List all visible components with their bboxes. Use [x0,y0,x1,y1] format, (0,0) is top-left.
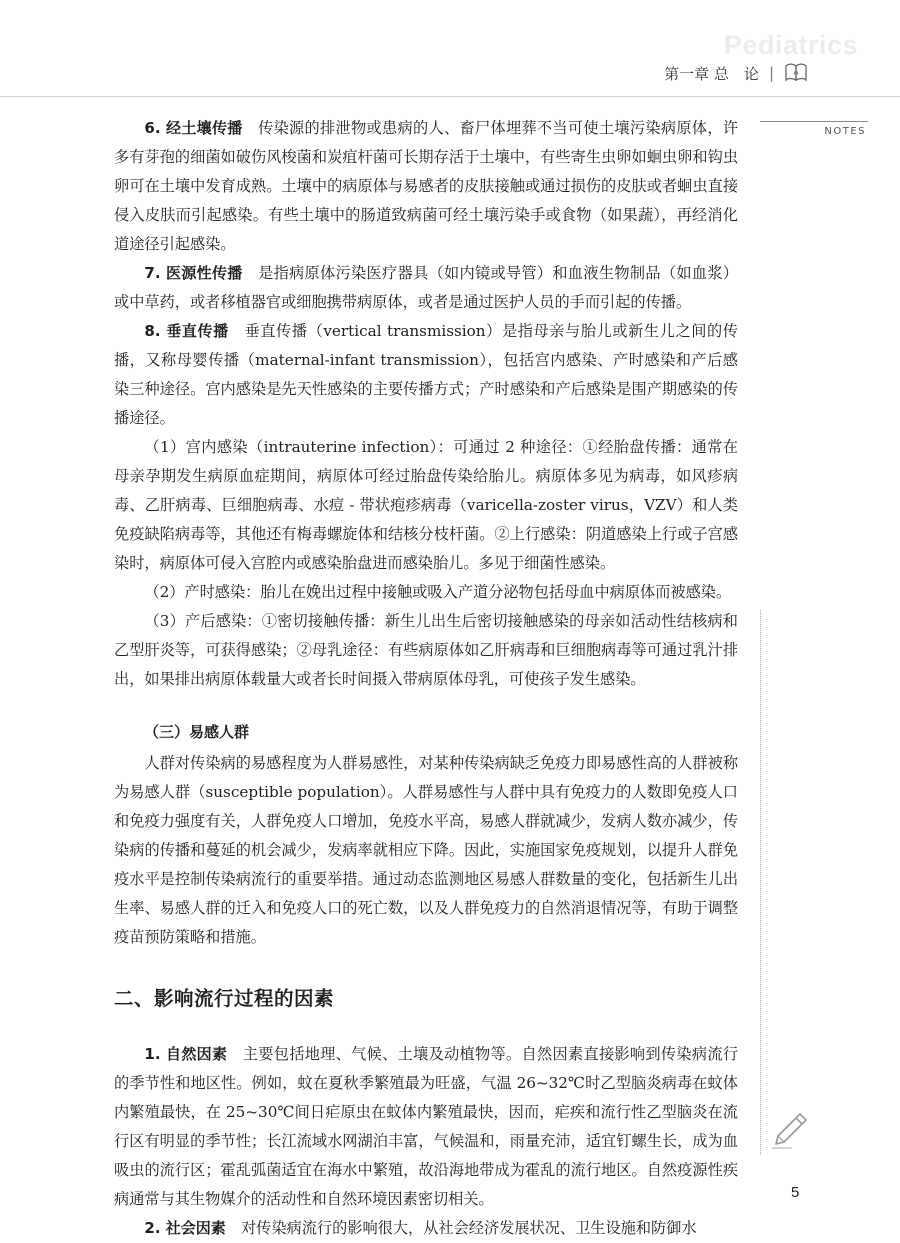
subheading-susceptible: （三）易感人群 [144,723,250,741]
pediatrics-watermark: Pediatrics [723,30,858,60]
text-iatrogenic: 是指病原体污染医疗器具（如内镜或导管）和血液生物制品（如血浆）或中草药，或者移植器官或细胞携带病原体，或者是通过医护人员的手而引起的传播。 [114,264,739,311]
paragraph-susceptible: 人群对传染病的易感程度为人群易感性，对某种传染病缺乏免疫力即易感性高的人群被称为易感人群（susceptible population）。人群易感性与人群中具有免疫力的人数即免疫人口和免疫力强度有关，人群免疫人口增加，免疫水平高，易感人群就减少，发病人数亦减少，传染病的传播和蔓延的机会减少，发病率就相应下降。因此，实施国家免疫规划，以提升人群免疫水平是控制传染病流行的重要举措。通过动态监测地区易感人群数量的变化，包括新生儿出生率、易感人群的迁入和免疫人口的死亡数，以及人群免疫力的自然消退情况等，有助于调整疫苗预防策略和措施。 [114,754,738,946]
paragraph-natural-factors [114,1040,738,1214]
heading-soil-transmission: 6. 经土壤传播 [144,119,243,137]
heading-vertical: 8. 垂直传播 [144,322,229,340]
page-number: 5 [791,1184,800,1201]
chapter-title: 第一章 总 论 [664,64,759,83]
page-body [114,114,738,1243]
paragraph-intrauterine: （1）宫内感染（intrauterine infection）：可通过 2 种途径：①经胎盘传播：通常在母亲孕期发生病原血症期间，病原体可经过胎盘传染给胎儿。病原体多见为病毒，如风疹病毒、乙肝病毒、巨细胞病毒、水痘 - 带状疱疹病毒（varicella-zoster virus，VZV）和人类免疫缺陷病毒等，其他还有梅毒螺旋体和结核分枝杆菌。②上行感染：阴道感染上行或子宫感染时，病原体可侵入宫腔内或感染胎盘进而感染胎儿。多见于细菌性感染。 [114,438,738,572]
paragraph-social-factors [114,1214,738,1243]
heading-iatrogenic: 7. 医源性传播 [144,264,243,282]
section-heading-factors: 二、影响流行过程的因素 [114,987,335,1010]
notes-label: NOTES [824,126,866,137]
header-separator: | [768,64,774,82]
running-head [664,62,808,84]
text-vertical: 垂直传播（vertical transmission）是指母亲与胎儿或新生儿之间的传播，又称母婴传播（maternal-infant transmission），包括宫内感染、产时感染和产后感染三种途径。宫内感染是先天性感染的主要传播方式；产时感染和产后感染是围产期感染的传播途径。 [114,322,738,427]
heading-natural-factors: 1. 自然因素 [144,1045,228,1063]
notes-rule [760,121,868,122]
text-soil-transmission: 传染源的排泄物或患病的人、畜尸体埋葬不当可使土壤污染病原体，许多有芽孢的细菌如破伤风梭菌和炭疽杆菌可长期存活于土壤中，有些寄生虫卵如蛔虫卵和钩虫卵可在土壤中发育成熟。土壤中的病原体与易感者的皮肤接触或通过损伤的皮肤或者蛔虫直接侵入皮肤而引起感染。有些土壤中的肠道致病菌可经土壤污染手或食物（如果蔬），再经消化道途径引起感染。 [114,119,739,253]
header-rule [0,96,900,97]
paragraph-vertical [114,317,738,433]
paragraph-soil-transmission [114,114,738,259]
paragraph-iatrogenic [114,259,738,317]
book-emblem-icon [784,62,808,84]
paragraph-intrapartum: （2）产时感染：胎儿在娩出过程中接触或吸入产道分泌物包括母血中病原体而被感染。 [144,583,732,601]
paragraph-postpartum: （3）产后感染：①密切接触传播：新生儿出生后密切接触感染的母亲如活动性结核病和乙型肝炎等，可获得感染；②母乳途径：有些病原体如乙肝病毒和巨细胞病毒等可通过乳汁排出，如果排出病原体载量大或者长时间摄入带病原体母乳，可使孩子发生感染。 [114,612,738,688]
heading-social-factors: 2. 社会因素 [144,1219,226,1237]
pencil-icon [770,1110,810,1150]
text-natural-factors: 主要包括地理、气候、土壤及动植物等。自然因素直接影响到传染病流行的季节性和地区性。例如，蚊在夏秋季繁殖最为旺盛，气温 26~32℃时乙型脑炎病毒在蚊体内繁殖最快，在 25~30℃间日疟原虫在蚊体内繁殖最快，因而，疟疾和流行性乙型脑炎在流行区有明显的季节性；长江流域水网湖泊丰富，气候温和，雨量充沛，适宜钉螺生长，成为血吸虫的流行区；霍乱弧菌适宜在海水中繁殖，故沿海地带成为霍乱的流行地区。自然疫源性疾病通常与其生物媒介的活动性和自然环境因素密切相关。 [114,1045,739,1208]
notes-dotted-line [760,610,761,1155]
text-social-factors: 对传染病流行的影响很大，从社会经济发展状况、卫生设施和防御水 [240,1219,697,1237]
